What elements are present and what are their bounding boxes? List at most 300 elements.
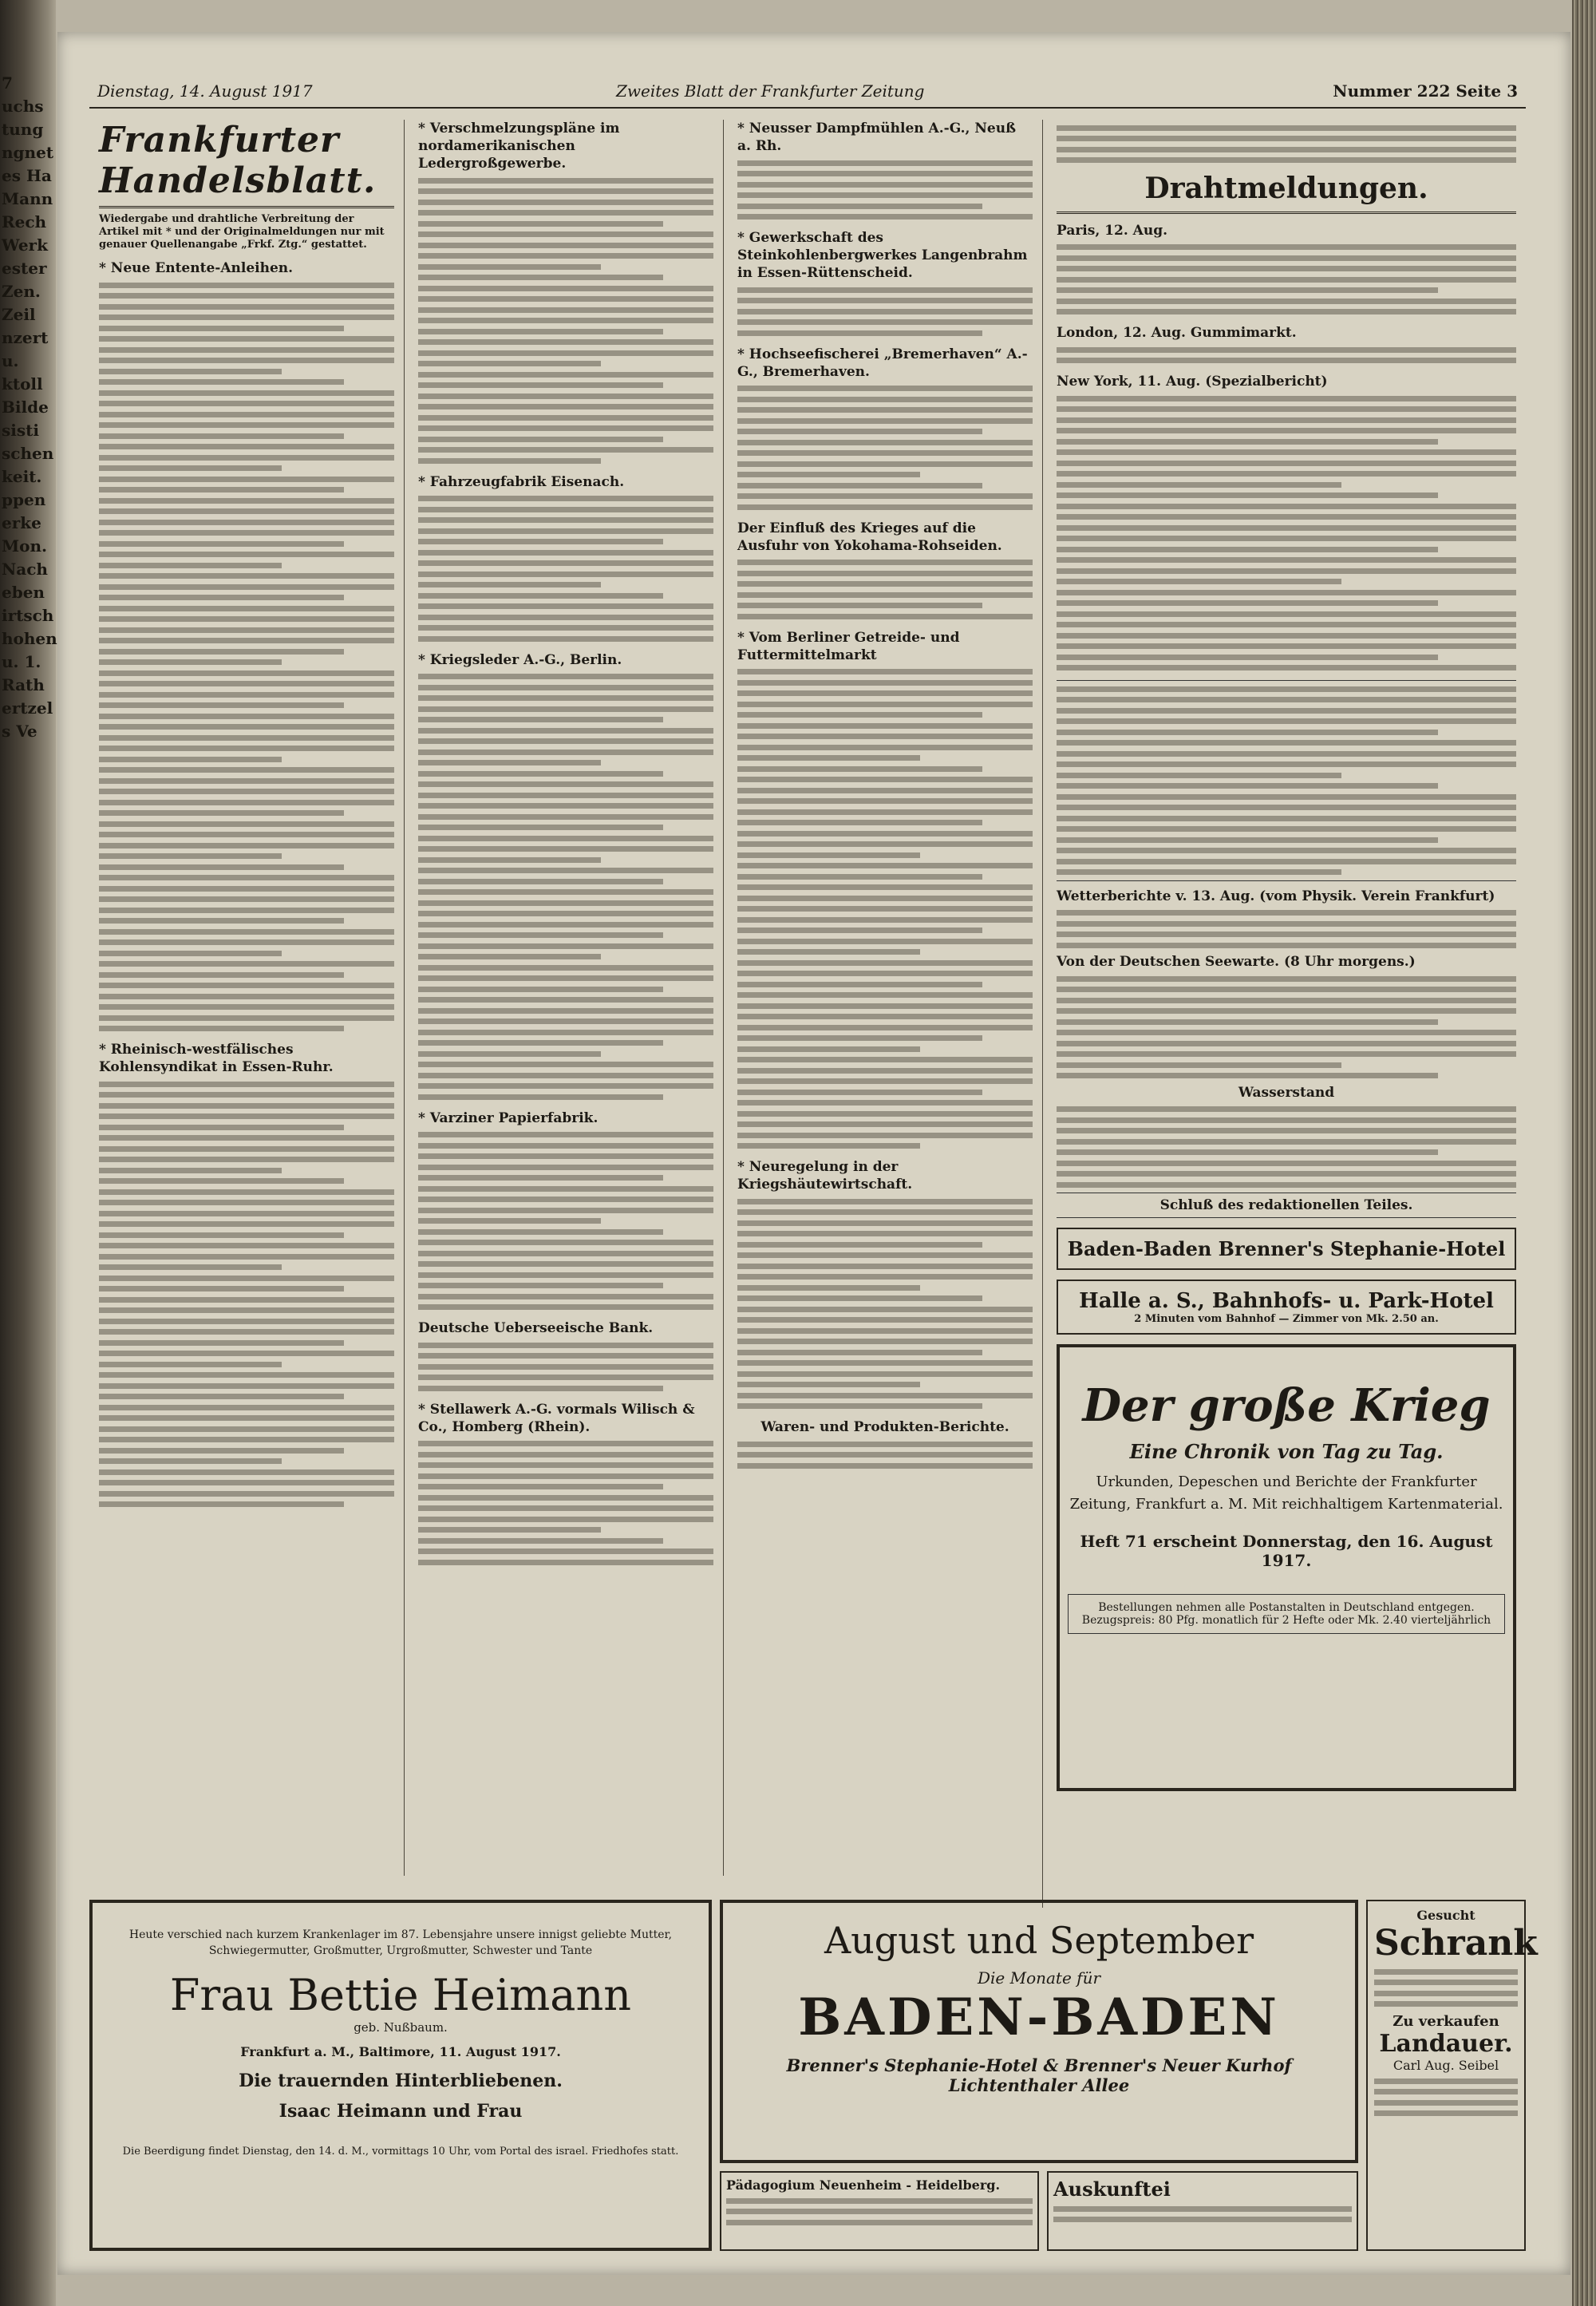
- text-line: [1057, 837, 1438, 843]
- text-line: [737, 461, 1033, 467]
- seewarte-title: Von der Deutschen Seewarte. (8 Uhr morgens.): [1057, 954, 1416, 970]
- baden-month: August und September: [824, 1919, 1254, 1962]
- text-line: [737, 884, 1033, 890]
- left-page-fragment: Rech: [2, 212, 47, 231]
- text-line: [99, 1125, 344, 1130]
- text-line: [418, 1208, 713, 1213]
- page-edges: [1572, 0, 1596, 2306]
- text-line: [99, 412, 394, 417]
- text-line: [99, 1092, 394, 1098]
- text-line: [1057, 751, 1516, 757]
- text-line: [737, 1442, 1033, 1447]
- text-line: [737, 755, 920, 761]
- text-line: [1057, 998, 1516, 1003]
- text-line: [99, 810, 344, 816]
- death-name: Frau Bettie Heimann: [169, 1970, 632, 2020]
- news-item: [1057, 324, 1516, 363]
- column-3: [728, 120, 1043, 1908]
- text-line: [418, 1165, 713, 1170]
- text-line: [1374, 1980, 1518, 1985]
- text-line: [1057, 1051, 1516, 1057]
- text-line: [99, 1200, 394, 1205]
- paedagogium-ad: [720, 2171, 1039, 2251]
- text-line: [418, 793, 713, 798]
- article: [737, 346, 1033, 510]
- text-line: [737, 1382, 920, 1387]
- text-line: [418, 636, 713, 642]
- text-line: [99, 843, 394, 848]
- text-line: [418, 517, 713, 523]
- text-line: [418, 1353, 713, 1359]
- baden-big: BADEN-BADEN: [798, 1988, 1280, 2047]
- article: [418, 1109, 713, 1311]
- krieg-order: Bestellungen nehmen alle Postanstalten in Deutschland entgegen. Bezugspreis: 80 Pfg. monatlich für 2 Hefte oder Mk. 2.40 vierteljährlich: [1068, 1594, 1505, 1634]
- text-line: [418, 415, 713, 421]
- masthead-note: Wiedergabe und drahtliche Verbreitung der Artikel mit * und der Originalmeldungen nur mit genauer Quellenangabe „Frkf. Ztg.“ gestattet.: [99, 213, 385, 251]
- text-line: [418, 603, 713, 609]
- text-line: [1057, 1008, 1516, 1014]
- classified-ads: [1366, 1900, 1538, 2251]
- text-line: [418, 1030, 713, 1035]
- article-body: [418, 496, 713, 642]
- text-line: [418, 943, 713, 949]
- text-line: [1053, 2217, 1352, 2222]
- text-line: [99, 735, 394, 741]
- left-page-fragment: ktoll: [2, 374, 43, 394]
- text-line: [418, 329, 663, 334]
- text-line: [737, 1133, 1033, 1138]
- text-line: [99, 1157, 394, 1162]
- text-line: [418, 1375, 713, 1380]
- text-line: [418, 528, 713, 534]
- text-line: [418, 857, 601, 863]
- text-line: [737, 397, 1033, 402]
- text-line: [418, 593, 663, 599]
- article: [737, 229, 1033, 336]
- baden-ad: [720, 1900, 1358, 2163]
- text-line: [418, 750, 713, 755]
- text-line: [99, 1480, 394, 1485]
- text-line: [418, 911, 713, 916]
- text-line: [1057, 266, 1516, 271]
- left-page-fragment: irtsch: [2, 606, 54, 625]
- text-line: [99, 1232, 344, 1238]
- text-line: [1057, 1030, 1516, 1035]
- text-line: [418, 210, 713, 216]
- article-body: [418, 1441, 713, 1565]
- text-line: [418, 1051, 601, 1057]
- text-line: [418, 1175, 663, 1181]
- text-line: [99, 939, 394, 945]
- article-title: * Rheinisch-westfälisches Kohlensyndikat in Essen-Ruhr.: [99, 1042, 334, 1075]
- left-page-fragment: s Ve: [2, 722, 38, 741]
- text-line: [737, 680, 1033, 686]
- left-page-fragment: Werk: [2, 235, 48, 255]
- text-line: [737, 182, 1033, 188]
- text-line: [99, 1362, 282, 1367]
- text-line: [99, 767, 394, 773]
- text-line: [99, 875, 394, 880]
- text-line: [1057, 525, 1516, 531]
- stock-table: [1057, 244, 1516, 314]
- text-line: [99, 347, 394, 353]
- text-line: [737, 1068, 1033, 1074]
- text-line: [99, 1004, 394, 1010]
- text-line: [737, 992, 1033, 998]
- text-line: [737, 1121, 1033, 1127]
- text-line: [99, 1405, 394, 1410]
- text-line: [1057, 255, 1516, 261]
- text-line: [418, 900, 713, 906]
- text-line: [737, 949, 920, 955]
- text-line: [1057, 471, 1516, 477]
- text-line: [418, 1186, 713, 1192]
- text-line: [99, 1135, 394, 1141]
- krieg-title: Der große Krieg: [1082, 1379, 1491, 1432]
- text-line: [1057, 1139, 1516, 1145]
- text-line: [99, 1146, 394, 1152]
- text-line: [1057, 417, 1516, 423]
- text-line: [418, 572, 713, 577]
- left-page-fragment: Zen.: [2, 282, 41, 301]
- text-line: [1057, 1171, 1516, 1177]
- text-line: [99, 896, 394, 902]
- left-page-fragment: uchs: [2, 97, 44, 116]
- text-line: [418, 394, 713, 399]
- text-line: [1057, 931, 1516, 937]
- text-line: [418, 1062, 713, 1067]
- article-title: * Verschmelzungspläne im nordamerikanischen Ledergroßgewerbe.: [418, 121, 620, 172]
- article: [737, 1418, 1033, 1469]
- text-line: [99, 1426, 394, 1432]
- text-line: [737, 798, 1033, 804]
- text-line: [1057, 987, 1516, 992]
- left-page-fragment: ester: [2, 259, 47, 278]
- text-line: [418, 879, 663, 884]
- text-line: [99, 1015, 394, 1021]
- text-line: [1057, 1117, 1516, 1123]
- text-line: [1053, 2206, 1352, 2212]
- column-1: [89, 120, 405, 1876]
- text-line: [99, 714, 394, 719]
- text-line: [418, 674, 713, 679]
- text-line: [418, 987, 663, 992]
- text-line: [418, 1304, 713, 1310]
- text-line: [99, 1221, 394, 1227]
- text-line: [99, 627, 394, 633]
- text-line: [418, 447, 713, 453]
- article-title: * Stellawerk A.-G. vormals Wilisch & Co., Homberg (Rhein).: [418, 1401, 695, 1435]
- text-line: [99, 659, 282, 665]
- text-line: [99, 1415, 394, 1421]
- text-line: [726, 2198, 1033, 2204]
- left-page-fragment: ppen: [2, 490, 46, 509]
- column-top-text: [1057, 125, 1516, 164]
- text-line: [418, 243, 713, 248]
- krieg-ad: [1057, 1344, 1516, 1791]
- death-nee: geb. Nußbaum.: [354, 2020, 448, 2035]
- text-line: [99, 1103, 394, 1109]
- text-line: [418, 1073, 713, 1078]
- text-line: [737, 1231, 1033, 1236]
- krieg-subtitle: Eine Chronik von Tag zu Tag.: [1129, 1440, 1444, 1463]
- article-body: [737, 560, 1033, 619]
- text-line: [1057, 686, 1516, 692]
- text-line: [99, 951, 282, 956]
- text-line: [737, 788, 1033, 793]
- text-line: [1057, 579, 1341, 584]
- text-line: [99, 929, 394, 935]
- text-line: [99, 541, 344, 547]
- column-2: [409, 120, 724, 1876]
- paedagogium-body: [726, 2198, 1033, 2225]
- text-line: [99, 1501, 344, 1507]
- hotel-ad-title: Halle a. S., Bahnhofs- u. Park-Hotel: [1079, 1289, 1494, 1313]
- header-title: Zweites Blatt der Frankfurter Zeitung: [616, 81, 925, 101]
- newspaper-page: [57, 32, 1570, 2275]
- text-line: [418, 625, 713, 631]
- text-line: [99, 1178, 344, 1184]
- text-line: [418, 803, 713, 809]
- text-line: [99, 961, 394, 967]
- text-line: [418, 685, 713, 690]
- article-title: * Varziner Papierfabrik.: [418, 1109, 598, 1126]
- article-body: [99, 1082, 394, 1508]
- text-line: [1057, 1062, 1341, 1068]
- wasserstand-title: Wasserstand: [1238, 1084, 1335, 1101]
- text-line: [418, 771, 663, 777]
- text-line: [737, 440, 1033, 445]
- text-line: [737, 1264, 1033, 1269]
- text-line: [418, 1294, 713, 1299]
- text-line: [418, 382, 663, 388]
- text-line: [1057, 504, 1516, 509]
- text-line: [418, 1484, 663, 1489]
- text-line: [99, 444, 394, 449]
- left-page-fragment: erke: [2, 513, 41, 532]
- text-line: [737, 309, 1033, 314]
- text-line: [737, 723, 1033, 729]
- imprint-body: [1374, 2079, 1518, 2117]
- text-line: [99, 983, 394, 988]
- auskunftei-ad: [1047, 2171, 1358, 2251]
- text-line: [99, 283, 394, 288]
- article-title: Deutsche Ueberseeische Bank.: [418, 1320, 654, 1336]
- text-line: [1057, 1041, 1516, 1046]
- text-line: [1374, 1991, 1518, 1996]
- text-line: [737, 1014, 1033, 1019]
- text-line: [737, 852, 920, 858]
- text-line: [737, 1143, 920, 1149]
- text-line: [99, 1329, 394, 1335]
- text-line: [1057, 277, 1516, 283]
- text-line: [99, 1491, 394, 1497]
- text-line: [418, 706, 713, 712]
- text-line: [1057, 773, 1341, 778]
- article: [99, 1041, 394, 1507]
- article: [737, 1158, 1033, 1409]
- text-line: [1057, 783, 1438, 789]
- text-line: [737, 560, 1033, 565]
- text-line: [1057, 590, 1516, 595]
- text-line: [418, 1094, 663, 1100]
- text-line: [737, 214, 1033, 220]
- left-page-fragment: Mon.: [2, 536, 47, 556]
- text-line: [418, 975, 713, 981]
- text-line: [737, 1317, 1033, 1323]
- text-line: [737, 1463, 1033, 1469]
- text-line: [99, 1211, 394, 1216]
- text-line: [737, 906, 1033, 912]
- death-place: Frankfurt a. M., Baltimore, 11. August 1917.: [240, 2044, 561, 2059]
- text-line: [737, 1452, 1033, 1458]
- text-line: [737, 1285, 920, 1291]
- text-line: [418, 253, 713, 259]
- text-line: [1057, 1073, 1438, 1078]
- hotel-ad-halle: [1057, 1280, 1516, 1335]
- text-line: [418, 1386, 663, 1391]
- text-line: [99, 1319, 394, 1324]
- text-line: [1057, 761, 1516, 767]
- text-line: [418, 1197, 713, 1202]
- item-body: [1057, 347, 1516, 364]
- text-line: [1057, 287, 1438, 293]
- article-title: * Hochseefischerei „Bremerhaven“ A.-G., Bremerhaven.: [737, 346, 1028, 380]
- weather-body: [1057, 910, 1516, 948]
- text-line: [737, 386, 1033, 391]
- text-line: [1057, 461, 1516, 466]
- text-line: [737, 581, 1033, 587]
- text-line: [1374, 2001, 1518, 2007]
- schrank: Schrank: [1374, 1923, 1538, 1964]
- text-line: [737, 1252, 1033, 1258]
- auskunftei-title: Auskunftei: [1053, 2177, 1171, 2201]
- landauer-name: Carl Aug. Seibel: [1393, 2058, 1499, 2073]
- text-line: [1057, 557, 1516, 563]
- text-line: [418, 1229, 663, 1235]
- text-line: [418, 296, 713, 302]
- text-line: [418, 550, 713, 556]
- text-line: [418, 954, 601, 959]
- text-line: [1374, 2100, 1518, 2106]
- text-line: [418, 1441, 713, 1446]
- left-page-fragment: Bilde: [2, 398, 49, 417]
- text-line: [418, 264, 601, 270]
- verkaufen: Zu verkaufen: [1393, 2013, 1499, 2030]
- text-line: [418, 836, 713, 841]
- death-intro: Heute verschied nach kurzem Krankenlager im 87. Lebensjahre unsere innigst geliebte Mutter, Schwiegermutter, Großmutter, Urgroßmutter, Schwester und Tante: [128, 1928, 673, 1957]
- text-line: [418, 1343, 713, 1348]
- article: [418, 1319, 713, 1391]
- text-line: [418, 339, 713, 345]
- text-line: [1057, 718, 1516, 724]
- text-line: [1057, 439, 1438, 445]
- text-line: [1057, 514, 1516, 520]
- text-line: [1057, 568, 1516, 574]
- left-page-fragment: Zeil: [2, 305, 36, 324]
- text-line: [1057, 1106, 1516, 1112]
- text-line: [1057, 147, 1516, 152]
- column-4: [1047, 120, 1526, 1908]
- text-line: [737, 1209, 1033, 1215]
- text-line: [737, 841, 1033, 847]
- text-line: [418, 1143, 713, 1149]
- text-line: [737, 1199, 1033, 1204]
- text-line: [737, 1035, 982, 1041]
- text-line: [418, 221, 663, 227]
- text-line: [737, 928, 982, 933]
- text-line: [99, 638, 394, 643]
- baden-mid: Die Monate für: [977, 1968, 1101, 1988]
- text-line: [737, 1350, 982, 1355]
- text-line: [737, 1360, 1033, 1366]
- text-line: [1057, 406, 1516, 412]
- text-line: [737, 1220, 1033, 1226]
- text-line: [418, 437, 663, 442]
- text-line: [1057, 1161, 1516, 1166]
- text-line: [1057, 347, 1516, 353]
- text-line: [1057, 600, 1438, 606]
- left-page-fragment: tung: [2, 120, 44, 139]
- text-line: [418, 1364, 713, 1370]
- text-line: [737, 472, 920, 477]
- text-line: [99, 1448, 344, 1454]
- text-line: [1374, 1969, 1518, 1975]
- left-page-fragment: hohen: [2, 629, 57, 648]
- text-line: [737, 1307, 1033, 1312]
- text-line: [99, 972, 344, 978]
- text-line: [737, 702, 1033, 707]
- news-item: [1057, 222, 1516, 315]
- text-line: [737, 863, 1033, 868]
- text-line: [737, 1393, 1033, 1398]
- text-line: [99, 595, 344, 600]
- news-item: [1057, 373, 1516, 670]
- text-line: [418, 286, 713, 291]
- text-line: [737, 287, 1033, 293]
- left-page-fragment: u. 1.: [2, 652, 41, 671]
- text-line: [99, 530, 394, 536]
- text-line: [418, 1505, 713, 1511]
- text-line: [418, 458, 601, 464]
- text-line: [99, 918, 344, 924]
- text-line: [418, 1218, 601, 1224]
- section-title: Drahtmeldungen.: [1057, 168, 1516, 214]
- text-line: [1057, 1128, 1516, 1133]
- text-line: [418, 825, 663, 830]
- text-line: [99, 508, 394, 514]
- text-line: [99, 369, 282, 374]
- header-date: Dienstag, 14. August 1917: [97, 81, 313, 101]
- text-line: [99, 293, 394, 299]
- text-line: [99, 1286, 344, 1291]
- text-line: [418, 738, 713, 744]
- text-line: [737, 592, 1033, 598]
- text-line: [418, 846, 713, 852]
- text-line: [99, 1469, 394, 1475]
- death-family: Isaac Heimann und Frau: [279, 2101, 523, 2122]
- text-line: [1374, 2089, 1518, 2094]
- item-body: [1057, 396, 1516, 671]
- text-line: [1057, 428, 1516, 433]
- text-line: [1057, 859, 1516, 864]
- baden-hotels: Brenner's Stephanie-Hotel & Brenner's Neuer Kurhof: [786, 2055, 1292, 2075]
- text-line: [99, 455, 394, 461]
- text-line: [99, 1458, 282, 1464]
- death-funeral: Die Beerdigung findet Dienstag, den 14. d. M., vormittags 10 Uhr, vom Portal des israel. Friedhofes statt.: [122, 2146, 679, 2158]
- text-line: [99, 498, 394, 504]
- article-body: [737, 386, 1033, 510]
